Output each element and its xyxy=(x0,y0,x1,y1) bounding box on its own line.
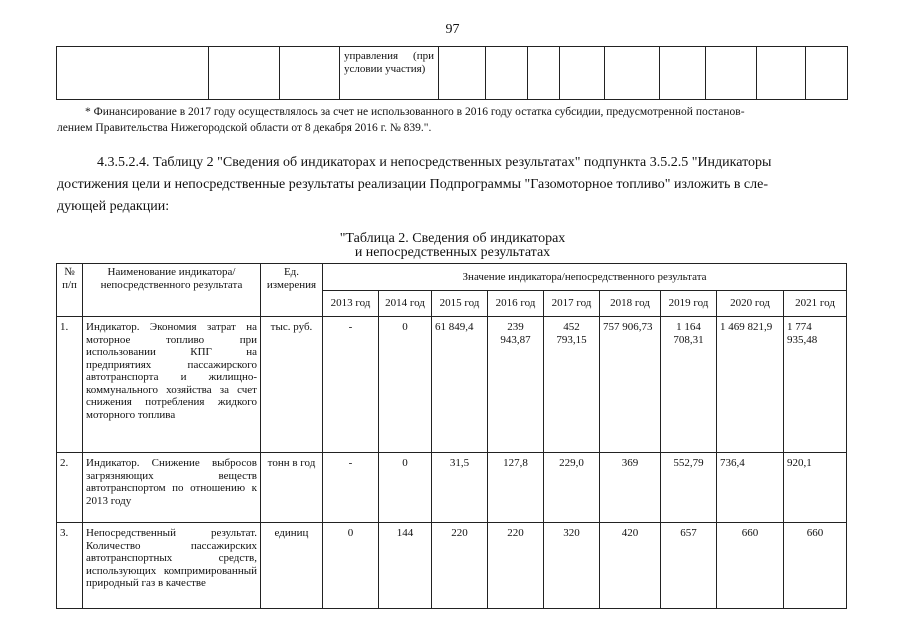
row-unit: единиц xyxy=(261,523,323,609)
row-value: 657 xyxy=(661,523,717,609)
row-value: 127,8 xyxy=(488,453,544,523)
header-year: 2016 год xyxy=(488,291,544,317)
row-value: 552,79 xyxy=(661,453,717,523)
row-value: 61 849,4 xyxy=(432,317,488,453)
row-value: 920,1 xyxy=(784,453,847,523)
row-value: 144 xyxy=(379,523,432,609)
amendment-paragraph xyxy=(57,152,845,218)
footnote xyxy=(57,104,845,136)
row-value: 660 xyxy=(717,523,784,609)
table-title-line: "Таблица 2. Сведения об индикаторах xyxy=(339,231,566,246)
cont-cell-empty xyxy=(706,47,757,100)
row-value: 736,4 xyxy=(717,453,784,523)
footnote-line: * Финансирование в 2017 году осуществлялось за счет не использованного в 2016 году остатка субсидии, предусмотренной постанов- xyxy=(85,106,745,118)
header-num: № п/п xyxy=(57,264,83,317)
row-value: 1 164 708,31 xyxy=(661,317,717,453)
row-value: 239 943,87 xyxy=(488,317,544,453)
cont-cell-empty xyxy=(209,47,280,100)
footnote-line: лением Правительства Нижегородской области от 8 декабря 2016 г. № 839.". xyxy=(57,122,432,134)
cont-cell-empty xyxy=(486,47,528,100)
page-number: 97 xyxy=(445,22,460,37)
row-value: 0 xyxy=(323,523,379,609)
table-row xyxy=(57,317,847,453)
row-value: 1 469 821,9 xyxy=(717,317,784,453)
paragraph-line: дующей редакции: xyxy=(57,199,170,214)
cont-cell-empty xyxy=(57,47,209,100)
row-unit: тонн в год xyxy=(261,453,323,523)
row-value: - xyxy=(323,317,379,453)
paragraph-line: 4.3.5.2.4. Таблицу 2 "Сведения об индикаторах и непосредственных результатах" подпункта 3.5.2.5 "Индикаторы xyxy=(97,155,772,170)
header-year: 2021 год xyxy=(784,291,847,317)
row-value: 660 xyxy=(784,523,847,609)
row-num: 2. xyxy=(57,453,83,523)
cont-cell-empty xyxy=(560,47,605,100)
cont-cell-empty xyxy=(806,47,848,100)
cont-cell-empty xyxy=(660,47,706,100)
cont-cell-empty xyxy=(528,47,560,100)
header-value-group: Значение индикатора/непосредственного результата xyxy=(323,264,847,291)
row-name: Индикатор. Снижение выбросов загрязняющих веществ автотранспортом по отношению к 2013 году xyxy=(83,453,261,523)
header-year: 2014 год xyxy=(379,291,432,317)
cont-cell-empty xyxy=(439,47,486,100)
row-unit: тыс. руб. xyxy=(261,317,323,453)
cont-cell-empty xyxy=(757,47,806,100)
table-title-line: и непосредственных результатах xyxy=(354,245,551,260)
row-value: 757 906,73 xyxy=(600,317,661,453)
row-value: 0 xyxy=(379,317,432,453)
row-value: 369 xyxy=(600,453,661,523)
row-value: 320 xyxy=(544,523,600,609)
row-num: 3. xyxy=(57,523,83,609)
header-year: 2019 год xyxy=(661,291,717,317)
header-year: 2013 год xyxy=(323,291,379,317)
cont-cell-text: управления (при условии участия) xyxy=(340,47,439,100)
row-name: Индикатор. Экономия затрат на моторное топливо при использовании КПГ на предприятиях пассажирского автотранспорта и жилищно-коммунального хозяйства за счет снижения потребления жидкого моторного топлива xyxy=(83,317,261,453)
row-num: 1. xyxy=(57,317,83,453)
row-value: - xyxy=(323,453,379,523)
indicators-table xyxy=(56,263,847,609)
header-unit: Ед. измерения xyxy=(261,264,323,317)
continuation-table xyxy=(56,46,848,100)
header-year: 2018 год xyxy=(600,291,661,317)
table-title xyxy=(0,232,905,260)
row-name: Непосредственный результат. Количество пассажирских автотранспортных средств, использующих компримированный природный газ в качестве xyxy=(83,523,261,609)
row-value: 1 774 935,48 xyxy=(784,317,847,453)
row-value: 220 xyxy=(488,523,544,609)
header-year: 2020 год xyxy=(717,291,784,317)
row-value: 31,5 xyxy=(432,453,488,523)
header-year: 2015 год xyxy=(432,291,488,317)
table-row xyxy=(57,523,847,609)
cont-cell-empty xyxy=(605,47,660,100)
header-year: 2017 год xyxy=(544,291,600,317)
cont-cell-empty xyxy=(280,47,340,100)
row-value: 220 xyxy=(432,523,488,609)
header-name: Наименование индикатора/непосредственного результата xyxy=(83,264,261,317)
row-value: 0 xyxy=(379,453,432,523)
row-value: 420 xyxy=(600,523,661,609)
row-value: 229,0 xyxy=(544,453,600,523)
row-value: 452 793,15 xyxy=(544,317,600,453)
paragraph-line: достижения цели и непосредственные результаты реализации Подпрограммы "Газомоторное топливо" изложить в сле- xyxy=(57,177,769,192)
table-row xyxy=(57,453,847,523)
